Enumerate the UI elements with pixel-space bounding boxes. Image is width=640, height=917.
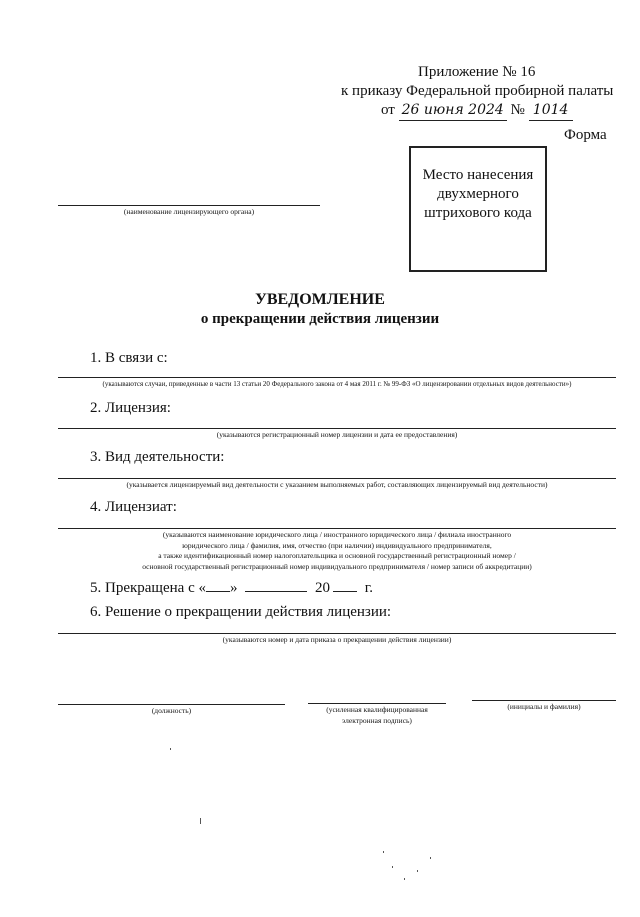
scan-speck bbox=[430, 857, 431, 859]
item-licensee-label: 4. Лицензиат: bbox=[90, 499, 177, 515]
year-blank bbox=[333, 578, 357, 592]
item-terminated-label: 5. Прекращена с « bbox=[90, 580, 206, 596]
item-license-label: 2. Лицензия: bbox=[90, 400, 171, 416]
licensing-body-line bbox=[58, 205, 320, 206]
item-licensee-line bbox=[58, 528, 616, 529]
scan-speck bbox=[170, 748, 171, 750]
name-line bbox=[472, 700, 616, 701]
item-activity-label: 3. Вид деятельности: bbox=[90, 449, 225, 465]
scan-speck bbox=[383, 851, 384, 853]
item-licensee-caption-line: (указываются наименование юридического лица / иностранного юридического лица / филиала иностранного bbox=[162, 530, 512, 539]
position-line bbox=[58, 704, 285, 705]
item-activity-line bbox=[58, 478, 616, 479]
item-reason-line bbox=[58, 377, 616, 378]
scan-speck bbox=[417, 870, 418, 872]
barcode-placeholder-text: Место нанесения двухмерного штрихового кода bbox=[422, 167, 534, 221]
item-decision-line bbox=[58, 633, 616, 634]
order-reference: к приказу Федеральной пробирной палаты bbox=[341, 83, 614, 99]
order-date-handwritten: 26 июня 2024 bbox=[399, 101, 507, 121]
year-prefix: 20 bbox=[315, 580, 330, 596]
order-number-handwritten: 1014 bbox=[529, 101, 573, 121]
item-license-line bbox=[58, 428, 616, 429]
signature-line bbox=[308, 703, 446, 704]
scan-speck bbox=[404, 878, 405, 880]
item-licensee-caption-line: юридического лица / фамилия, имя, отчество (при наличии) индивидуального предпринимателя, bbox=[182, 540, 492, 550]
signature-caption-line: (усиленная квалифицированная bbox=[326, 705, 428, 714]
year-suffix: г. bbox=[364, 580, 373, 596]
signature-caption-line: электронная подпись) bbox=[342, 715, 412, 725]
item-reason-label: 1. В связи с: bbox=[90, 350, 168, 366]
quote-close: » bbox=[230, 580, 238, 596]
item-decision-caption: (указываются номер и дата приказа о прекращении действия лицензии) bbox=[222, 635, 452, 644]
document-title: УВЕДОМЛЕНИЕ bbox=[255, 291, 385, 308]
item-decision-label: 6. Решение о прекращении действия лицензии: bbox=[90, 604, 392, 620]
from-prefix: от bbox=[381, 102, 395, 118]
number-sign: № bbox=[510, 102, 525, 118]
scan-speck bbox=[392, 866, 393, 868]
item-activity-caption: (указывается лицензируемый вид деятельности с указанием выполняемых работ, составляющих лицензируемый вид деятельности) bbox=[126, 480, 548, 489]
item-license-caption: (указываются регистрационный номер лицензии и дата ее предоставления) bbox=[216, 430, 458, 439]
form-label: Форма bbox=[564, 127, 607, 143]
name-caption: (инициалы и фамилия) bbox=[507, 702, 581, 711]
item-licensee-caption bbox=[58, 530, 616, 572]
appendix-number: Приложение № 16 bbox=[418, 64, 536, 80]
barcode-placeholder-box bbox=[409, 146, 547, 272]
month-blank bbox=[245, 578, 307, 592]
item-licensee-caption-line: основной государственный регистрационный номер индивидуального предпринимателя / номер записи об аккредитации) bbox=[142, 561, 532, 571]
item-terminated-row bbox=[90, 578, 373, 597]
document-subtitle: о прекращении действия лицензии bbox=[200, 311, 440, 327]
licensing-body-caption: (наименование лицензирующего органа) bbox=[123, 207, 255, 216]
order-date-line bbox=[381, 101, 573, 121]
item-reason-caption: (указываются случаи, приведенные в части 13 статьи 20 Федерального закона от 4 мая 2011 г. № 99-ФЗ «О лицензировании отдельных видов деятельности») bbox=[102, 380, 572, 388]
day-blank bbox=[206, 578, 230, 592]
signature-caption bbox=[300, 705, 454, 726]
item-licensee-caption-line: а также идентификационный номер налогоплательщика и основной государственный регистрационный номер / bbox=[158, 551, 516, 560]
position-caption: (должность) bbox=[151, 706, 192, 715]
scan-speck bbox=[200, 818, 201, 824]
